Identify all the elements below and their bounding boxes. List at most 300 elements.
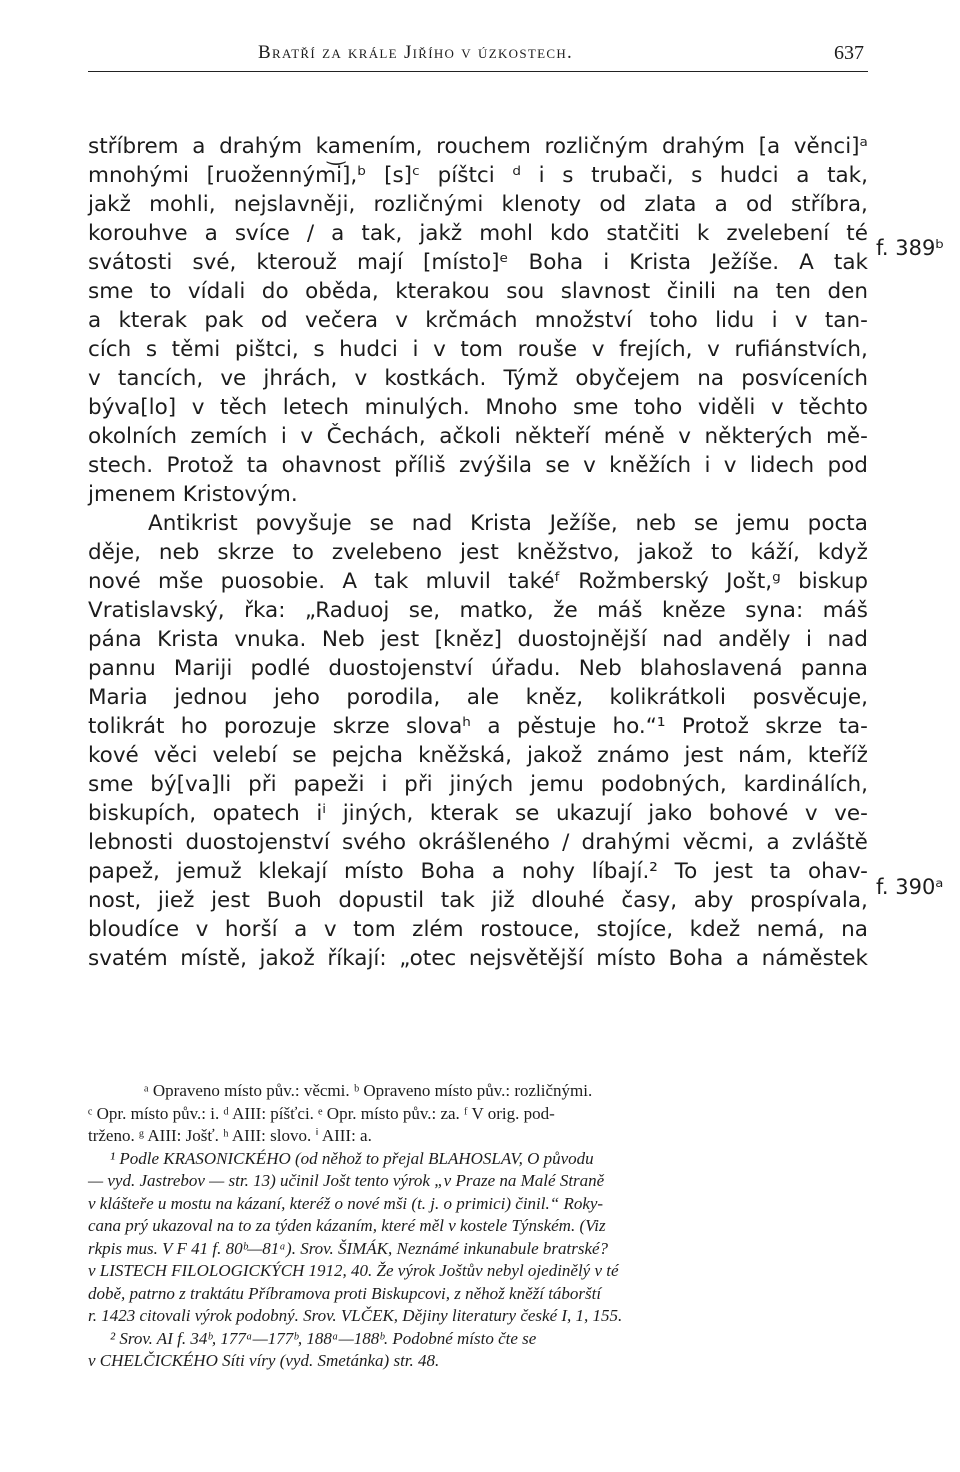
word: matko, xyxy=(459,598,534,623)
word: tak xyxy=(374,569,409,594)
word: k xyxy=(696,221,710,246)
word: jhrách, xyxy=(263,366,338,391)
word: ho.“¹ xyxy=(612,714,666,739)
word: frejích, xyxy=(619,337,693,362)
word: jako xyxy=(648,801,693,826)
word: ale xyxy=(466,685,500,710)
word: ukazují xyxy=(555,801,632,826)
word: / xyxy=(562,830,570,855)
word: kterak xyxy=(429,801,499,826)
word: nost, xyxy=(88,888,142,913)
word: stříbrem xyxy=(88,134,179,159)
word: tom xyxy=(353,917,396,942)
word: pocta xyxy=(807,511,868,536)
word: místo xyxy=(344,859,404,884)
word: blahoslavená xyxy=(639,656,783,681)
text-line xyxy=(88,741,868,770)
word: Krista xyxy=(470,511,532,536)
word: od xyxy=(745,192,773,217)
word: jemu xyxy=(530,772,584,797)
word: klekají xyxy=(258,859,328,884)
word: i xyxy=(538,163,545,188)
word: svého xyxy=(342,830,406,855)
word: ta- xyxy=(838,714,868,739)
word: při xyxy=(248,772,277,797)
word: býva[lo] xyxy=(88,395,177,420)
word: Mnoho xyxy=(485,395,558,420)
word: bloudíce xyxy=(88,917,180,942)
word: nemá, xyxy=(756,917,825,942)
word: v xyxy=(591,337,605,362)
footnote-line: cana prý ukazoval na to za týden kázaním, které měl v kostele Týnském. (Viz xyxy=(88,1216,606,1235)
word: skrze xyxy=(765,714,823,739)
word: jemuž xyxy=(176,859,242,884)
word: rostouce, xyxy=(480,917,580,942)
word: Boha xyxy=(528,250,584,275)
word: sme xyxy=(573,395,619,420)
text-line xyxy=(88,190,868,219)
word: Jošt,ᵍ xyxy=(726,569,781,594)
word: tan- xyxy=(824,308,868,333)
word: v xyxy=(433,337,446,362)
word: kterak xyxy=(118,308,188,333)
text-line xyxy=(88,944,868,973)
word: činili xyxy=(666,279,716,304)
word: máš xyxy=(822,598,868,623)
word: Boha xyxy=(668,946,724,971)
footnote-line: ᶜ Opr. místo pův.: i. ᵈ AIII: píšťci. ᵉ Opr. místo pův.: za. ᶠ V orig. pod- xyxy=(88,1103,555,1123)
text-line xyxy=(88,393,868,422)
text-line xyxy=(88,654,868,683)
word: okolních xyxy=(88,424,178,449)
word: zvelebeno xyxy=(331,540,443,565)
word: zemích xyxy=(190,424,268,449)
word: posvěcuje, xyxy=(752,685,868,710)
text-line xyxy=(88,248,868,277)
word: se xyxy=(369,511,394,536)
word: jakož xyxy=(637,540,693,565)
footnote-line: v CHELČICKÉHO Síti víry (vyd. Smetánka) str. 48. xyxy=(88,1351,440,1370)
text-line xyxy=(88,915,868,944)
word: lidech xyxy=(749,453,815,478)
word: [ruoženným͝i],ᵇ xyxy=(206,163,367,188)
word: jest xyxy=(459,540,499,565)
text-line xyxy=(88,799,868,828)
word: časy, xyxy=(621,888,678,913)
word: Neb xyxy=(321,627,365,652)
word: Protož xyxy=(681,714,749,739)
text-line xyxy=(88,451,868,480)
word: zlém xyxy=(412,917,464,942)
word: jemu xyxy=(736,511,790,536)
text-line xyxy=(88,683,868,712)
word: když xyxy=(817,540,868,565)
word: a xyxy=(88,308,102,333)
text-line xyxy=(88,364,868,393)
word: i xyxy=(280,424,287,449)
word: pak xyxy=(204,308,244,333)
text-line xyxy=(88,132,868,161)
word: i xyxy=(381,772,388,797)
word: Boha xyxy=(420,859,476,884)
word: zlata xyxy=(644,192,697,217)
footnote-line: r. 1423 citovali výrok podobný. Srov. VLČEK, Dějiny literatury české I, 1, 155. xyxy=(88,1306,623,1325)
text-line xyxy=(88,538,868,567)
word: od xyxy=(260,308,288,333)
word: mohli, xyxy=(149,192,216,217)
running-title: Bratří za krále Jiřího v úzkostech. xyxy=(258,42,574,63)
word: jest xyxy=(714,859,753,884)
word: od xyxy=(599,192,627,217)
word: panna xyxy=(800,656,868,681)
word: podobných, xyxy=(600,772,727,797)
word: v xyxy=(794,308,808,333)
word: porozuje xyxy=(223,714,317,739)
word: věnci]ᵃ xyxy=(793,134,868,159)
word: nad xyxy=(411,511,453,536)
word: biskup xyxy=(798,569,868,594)
word: Ježíše, xyxy=(549,511,618,536)
word: věcmi, xyxy=(682,830,755,855)
word: A xyxy=(799,250,814,275)
word: toho xyxy=(633,395,683,420)
word: děje, xyxy=(88,540,141,565)
word: to xyxy=(292,540,314,565)
word: mohl xyxy=(479,221,533,246)
word: v xyxy=(323,917,337,942)
footnote-line: ¹ Podle KRASONICKÉHO (od něhož to přejal BLAHOSLAV, O původu xyxy=(110,1148,594,1168)
text-line: jmenem Kristovým. xyxy=(88,482,298,507)
word: kolikrátkoli xyxy=(609,685,727,710)
word: a xyxy=(294,917,308,942)
word: již xyxy=(491,888,515,913)
word: věci xyxy=(153,743,198,768)
word: ho xyxy=(180,714,208,739)
footnotes xyxy=(88,1080,868,1373)
word: s xyxy=(691,163,703,188)
word: duostojnější xyxy=(517,627,647,652)
word: tak, xyxy=(361,221,403,246)
word: i xyxy=(412,337,419,362)
text-line xyxy=(88,770,868,799)
word: mluvil xyxy=(425,569,491,594)
word: v xyxy=(191,395,205,420)
word: ve xyxy=(220,366,247,391)
word: jeho xyxy=(273,685,320,710)
word: a xyxy=(796,163,810,188)
word: tak xyxy=(833,250,868,275)
text-line xyxy=(88,335,868,364)
text-line xyxy=(88,306,868,335)
word: letech xyxy=(282,395,350,420)
word: zvýšila xyxy=(459,453,533,478)
text-line xyxy=(88,712,868,741)
word: puosobie. xyxy=(220,569,326,594)
word: těch xyxy=(220,395,268,420)
word: kněžích xyxy=(609,453,692,478)
word: horší xyxy=(224,917,278,942)
word: ta xyxy=(246,453,269,478)
word: pištci, xyxy=(234,337,299,362)
word: sme xyxy=(88,279,134,304)
word: slavnost xyxy=(560,279,651,304)
word: v xyxy=(678,424,691,449)
word: a xyxy=(331,221,345,246)
text-line xyxy=(88,857,868,886)
word: na xyxy=(697,366,725,391)
paragraph-first-line xyxy=(88,509,868,538)
text-line xyxy=(88,161,868,190)
word: nám, xyxy=(738,743,793,768)
word: stech. xyxy=(88,453,154,478)
word: v xyxy=(395,308,409,333)
text-line xyxy=(88,596,868,625)
word: mnohými xyxy=(88,163,189,188)
word: anděly xyxy=(718,627,791,652)
word: jest xyxy=(380,627,420,652)
word: některých xyxy=(704,424,813,449)
word: [a xyxy=(758,134,781,159)
word: jakož xyxy=(526,743,583,768)
word: Rožmberský xyxy=(578,569,709,594)
word: rouchem xyxy=(436,134,531,159)
word: krčmách xyxy=(425,308,518,333)
word: trubači, xyxy=(591,163,674,188)
word: hudci xyxy=(339,337,398,362)
word: se xyxy=(545,453,570,478)
word: náměstek xyxy=(761,946,868,971)
word: tak, xyxy=(827,163,868,188)
word: bý[va]li xyxy=(150,772,232,797)
word: při xyxy=(404,772,433,797)
word: kamením, xyxy=(315,134,423,159)
word: Ježíše. xyxy=(711,250,780,275)
word: kterakou xyxy=(395,279,490,304)
word: místě, xyxy=(180,946,247,971)
word: viděli xyxy=(697,395,756,420)
word: kněžstvo, xyxy=(516,540,620,565)
word: toho xyxy=(649,308,698,333)
word: kdo xyxy=(550,221,590,246)
word: pejcha xyxy=(331,743,404,768)
word: to xyxy=(710,540,733,565)
word: dlouhé xyxy=(531,888,605,913)
word: s xyxy=(145,337,158,362)
word: někteří xyxy=(514,424,591,449)
word: méně xyxy=(603,424,665,449)
word: [s]ᶜ xyxy=(384,163,421,188)
word: Krista xyxy=(157,627,219,652)
word: jest xyxy=(684,743,724,768)
word: zvláště xyxy=(791,830,868,855)
word: příliš xyxy=(394,453,446,478)
word: a xyxy=(204,221,218,246)
word: pěstuje xyxy=(516,714,597,739)
word: statčiti xyxy=(606,221,680,246)
word: jakž xyxy=(88,192,131,217)
word: svíce xyxy=(234,221,290,246)
word: kdež xyxy=(689,917,741,942)
word: nové xyxy=(88,569,141,594)
text-line xyxy=(88,219,868,248)
word: té xyxy=(846,221,868,246)
word: ohavnost xyxy=(281,453,381,478)
word: ohav- xyxy=(808,859,868,884)
word: káží, xyxy=(750,540,800,565)
word: máš xyxy=(597,598,643,623)
word: Krista xyxy=(629,250,692,275)
word: kteříž xyxy=(807,743,868,768)
word: kové xyxy=(88,743,139,768)
word: večera xyxy=(304,308,378,333)
word: úřadu. xyxy=(490,656,561,681)
word: svátosti xyxy=(88,250,173,275)
word: Mariji xyxy=(173,656,233,681)
word: bohové xyxy=(708,801,789,826)
word: jiných xyxy=(449,772,514,797)
word: prospívala, xyxy=(749,888,868,913)
word: místo xyxy=(596,946,656,971)
word: stojíce, xyxy=(596,917,674,942)
word: nohy xyxy=(521,859,575,884)
word: v xyxy=(88,366,101,391)
word: svatém xyxy=(88,946,168,971)
page-number: 637 xyxy=(834,42,864,64)
word: kněžská, xyxy=(418,743,512,768)
footnote-line: rkpis mus. V F 41 f. 80ᵇ—81ᵃ). Srov. ŠIMÁK, Neznámé inkunabule bratrské? xyxy=(88,1238,609,1258)
word: i xyxy=(805,627,812,652)
word: syna: xyxy=(745,598,804,623)
word: s xyxy=(313,337,325,362)
main-text xyxy=(88,132,868,973)
folio-marker: f. 389ᵇ xyxy=(876,236,945,260)
word: iⁱ xyxy=(316,801,327,826)
word: do xyxy=(261,279,289,304)
word: líbají.² xyxy=(591,859,658,884)
word: v xyxy=(707,337,720,362)
word: v xyxy=(770,395,784,420)
word: ta xyxy=(769,859,792,884)
word: Antikrist xyxy=(148,511,238,536)
word: v xyxy=(804,801,818,826)
word: porodila, xyxy=(346,685,441,710)
word: podlé xyxy=(250,656,311,681)
word: jakož xyxy=(259,946,315,971)
folio-marker: f. 390ᵃ xyxy=(876,875,944,899)
word: Protož xyxy=(166,453,234,478)
word: minulých. xyxy=(364,395,470,420)
word: jakž xyxy=(419,221,463,246)
word: ten xyxy=(775,279,811,304)
word: [kněz] xyxy=(434,627,503,652)
word: kterouž xyxy=(256,250,337,275)
word: oběda, xyxy=(305,279,379,304)
word: posvíceních xyxy=(741,366,868,391)
word: korouhve xyxy=(88,221,188,246)
word: nejslavněji, xyxy=(233,192,356,217)
text-line xyxy=(88,625,868,654)
word: zvelebení xyxy=(726,221,830,246)
word: [místo]ᵉ xyxy=(423,250,509,275)
word: Neb xyxy=(578,656,622,681)
word: se xyxy=(514,801,540,826)
word: nad xyxy=(662,627,703,652)
word: skrze xyxy=(217,540,275,565)
footnote-line: době, patrno z traktátu Příbramova proti Biskupcovi, z něhož kněží táborští xyxy=(88,1283,602,1303)
word: drahým xyxy=(219,134,303,159)
word: lebnosti xyxy=(88,830,174,855)
word: ᵈ xyxy=(512,163,522,188)
word: s xyxy=(562,163,574,188)
word: kněz, xyxy=(525,685,584,710)
word: Maria xyxy=(88,685,148,710)
text-line xyxy=(88,422,868,451)
word: tancích, xyxy=(117,366,204,391)
word: Týmž xyxy=(503,366,559,391)
word: drahým xyxy=(662,134,745,159)
word: Vratislavský, xyxy=(88,598,225,623)
word: biskupích, xyxy=(88,801,197,826)
word: se, xyxy=(408,598,441,623)
word: že xyxy=(553,598,578,623)
text-line xyxy=(88,277,868,306)
word: neb xyxy=(158,540,200,565)
word: nad xyxy=(827,627,868,652)
word: jednou xyxy=(174,685,248,710)
word: / xyxy=(306,221,315,246)
word: těchto xyxy=(799,395,868,420)
word: takéᶠ xyxy=(508,569,561,594)
word: obyčejem xyxy=(575,366,681,391)
word: tak xyxy=(440,888,475,913)
word: kostkách. xyxy=(384,366,487,391)
word: lidu xyxy=(715,308,755,333)
word: ačkoli xyxy=(439,424,501,449)
footnote-line: v klášteře u mostu na kázaní, kteréž o nové mši (t. j. o primici) činil.“ Roky- xyxy=(88,1193,604,1213)
word: stříbra, xyxy=(790,192,868,217)
word: Čechách, xyxy=(326,424,426,449)
word: jiež xyxy=(157,888,195,913)
word: „otec xyxy=(399,946,457,971)
word: den xyxy=(827,279,868,304)
word: se xyxy=(693,511,719,536)
word: rozličnými xyxy=(373,192,484,217)
word: mají xyxy=(356,250,404,275)
word: v xyxy=(723,453,737,478)
word: opatech xyxy=(212,801,300,826)
word: i xyxy=(771,308,778,333)
word: tom xyxy=(460,337,503,362)
word: a xyxy=(766,830,780,855)
word: v xyxy=(195,917,209,942)
word: papeži xyxy=(293,772,365,797)
footnote-line: v LISTECH FILOLOGICKÝCH 1912, 40. Že výrok Joštův nebyl ojedinělý v té xyxy=(88,1261,619,1280)
word: kněze xyxy=(661,598,726,623)
word: hudci xyxy=(719,163,779,188)
word: drahými xyxy=(581,830,671,855)
word: Buoh xyxy=(266,888,322,913)
word: a xyxy=(192,134,206,159)
word: v xyxy=(300,424,314,449)
word: vnuka. xyxy=(234,627,307,652)
word: množství xyxy=(534,308,633,333)
word: skrze xyxy=(332,714,390,739)
footnote-line: ² Srov. AI f. 34ᵇ, 177ᵃ—177ᵇ, 188ᵃ—188ᵇ. Podobné místo čte se xyxy=(110,1328,537,1348)
word: pannu xyxy=(88,656,156,681)
word: říkají: xyxy=(327,946,387,971)
word: cích xyxy=(88,337,132,362)
word: duostojenství xyxy=(185,830,330,855)
